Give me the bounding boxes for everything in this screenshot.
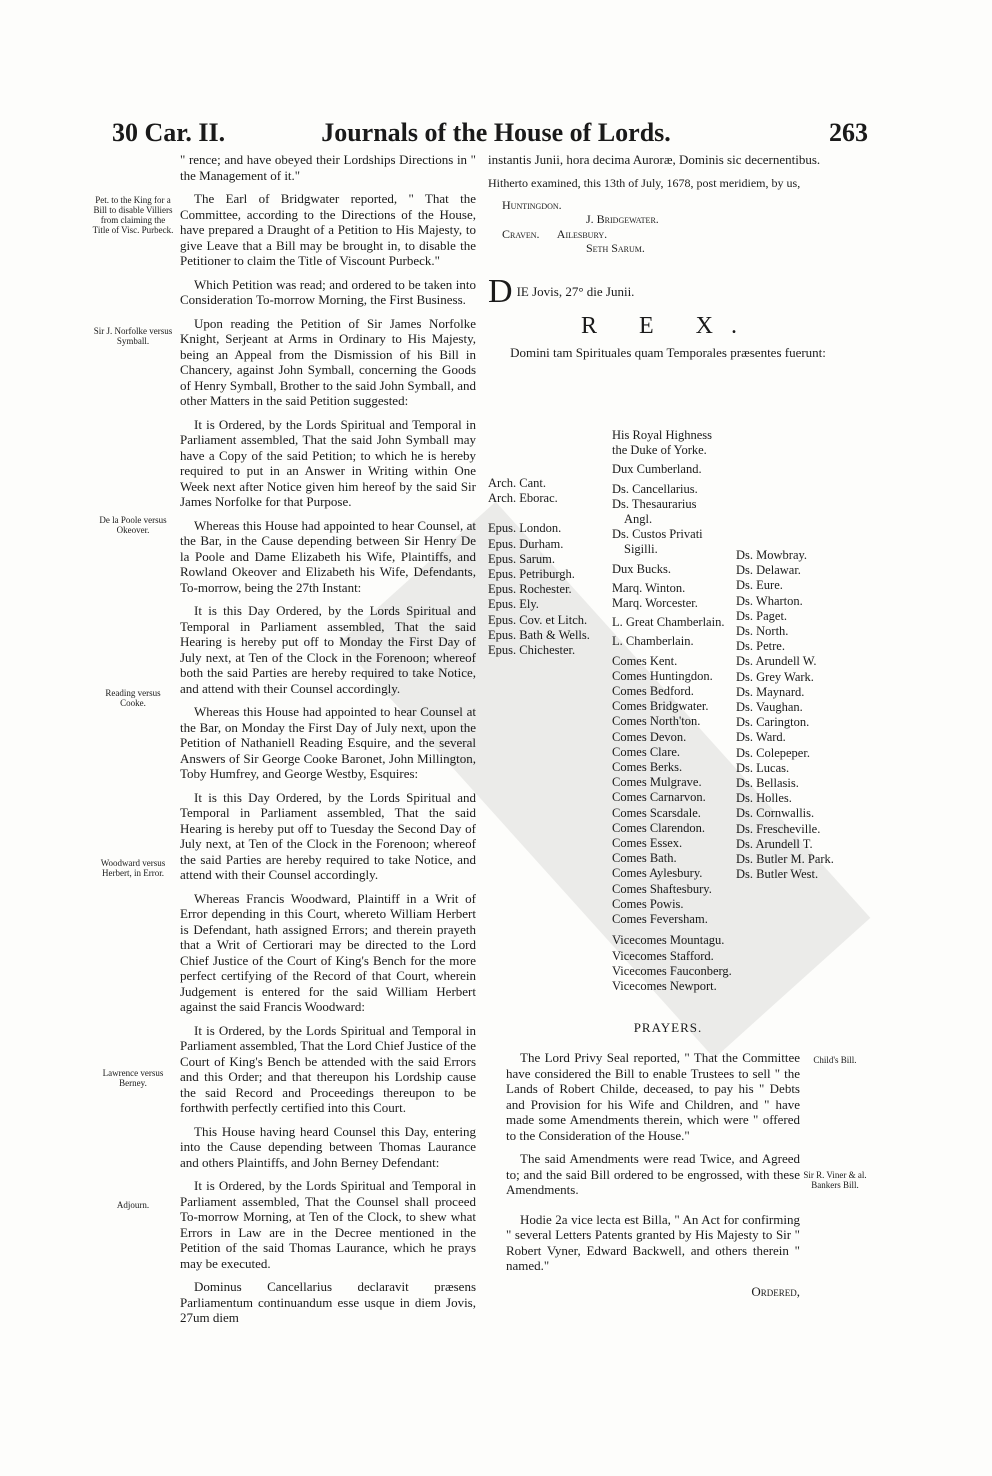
paragraph: Hodie 2a vice lecta est Billa, " An Act for confirming " several Letters Patents granted by His Majesty to Sir " Robert Vyner, Edward Backwell, and others therein " named." <box>506 1211 800 1273</box>
attendee: Epus. Bath & Wells. <box>488 627 590 642</box>
attendee: Ds. Butler West. <box>736 867 819 882</box>
examined-note: Hitherto examined, this 13th of July, 1678, post meridiem, by us, <box>488 175 801 190</box>
attendee: Ds. Vaughan. <box>736 700 803 715</box>
prayers-heading: PRAYERS. <box>633 1020 703 1035</box>
attendee: Ds. Petre. <box>736 639 785 654</box>
attendee: Ds. Ward. <box>736 730 786 745</box>
attendee: Ds. Mowbray. <box>736 548 808 562</box>
attendee: Ds. Wharton. <box>736 593 803 608</box>
catchword: Ordered, <box>751 1283 800 1299</box>
attendee: Comes Berks. <box>612 760 683 775</box>
attendee: Comes Powis. <box>612 896 684 911</box>
attendee: Angl. <box>624 512 653 527</box>
signature: Seth Sarum. <box>586 241 645 255</box>
right-column-bottom <box>506 1050 800 1299</box>
paragraph: It is Ordered, by the Lords Spiritual and Temporal in Parliament assembled, That the Lord Chief Justice of the Court of King's Bench be attended with the said Errors and this Order; and that thereupon his Lordship cause the said Record and Proceedings thereupon to be forthwith perfectly certified into this Court. <box>180 1022 476 1115</box>
attendee: Comes Feversham. <box>612 912 708 927</box>
attendee: Comes Devon. <box>612 729 687 744</box>
date-heading <box>488 277 848 307</box>
margin-note: Woodward versus Herbert, in Error. <box>100 858 166 878</box>
attendee: the Duke of Yorke. <box>612 443 707 458</box>
attendee: Dux Bucks. <box>612 561 672 576</box>
signature: Ailesbury. <box>556 226 608 241</box>
attendee: Ds. Butler M. Park. <box>736 852 834 867</box>
attendee: Ds. Delawar. <box>736 563 801 578</box>
paragraph: Upon reading the Petition of Sir James Norfolke Knight, Serjeant at Arms in Ordinary to His Majesty, being an Appeal from the Dismission of his Bill in Chancery, against John Symball, concerning the Goods of Henry Symball, Brother to the said John Symball, and other Matters in the said Petition suggested: <box>180 315 476 408</box>
attendee: Comes Kent. <box>612 653 678 668</box>
signature: Huntingdon. <box>502 197 562 212</box>
attendee: Arch. Eborac. <box>488 491 558 506</box>
attendee: Ds. Frescheville. <box>736 821 821 836</box>
attendee: Epus. Chichester. <box>488 643 576 658</box>
margin-note: Pet. to the King for a Bill to disable Villiers from claiming the Title of Visc. Purbeck. <box>92 195 174 235</box>
attendance-heading: Domini tam Spirituales quam Temporales præsentes fuerunt: <box>510 344 826 360</box>
paragraph: The Earl of Bridgwater reported, " That the Committee, according to the Directions of the House, have prepared a Draught of a Petition to His Majesty, to give Leave that a Bill may be brought in, to disable the Petitioner to claim the Title of Viscount Purbeck." <box>180 191 476 268</box>
paragraph: " rence; and have obeyed their Lordships Directions in " the Management of it." <box>180 152 476 183</box>
attendee: Ds. Arundell T. <box>736 836 813 851</box>
attendee: Ds. Thesaurarius <box>612 496 697 511</box>
attendee: Ds. Colepeper. <box>736 745 810 760</box>
attendee: Ds. Lucas. <box>736 760 790 775</box>
attendee: Comes Bedford. <box>612 684 694 699</box>
attendee: Ds. Paget. <box>736 608 788 623</box>
margin-note: Child's Bill. <box>813 1055 857 1065</box>
attendee: Marq. Winton. <box>612 580 686 595</box>
attendee: Epus. Cov. et Litch. <box>488 612 588 627</box>
paragraph: It is this Day Ordered, by the Lords Spiritual and Temporal in Parliament assembled, That the said Hearing is hereby put off to Monday the First Day of July next, at Ten of the Clock in the Forenoon; whereof both the said Parties are hereby required to take Notice, and attend with their Counsel accordingly. <box>180 603 476 696</box>
rex-heading: R E X. <box>581 313 755 339</box>
attendee: Epus. Rochester. <box>488 582 572 597</box>
attendee: Comes Clare. <box>612 744 681 759</box>
paragraph: The said Amendments were read Twice, and Agreed to; and the said Bill ordered to be engrossed, with these Amendments. <box>506 1151 800 1197</box>
margin-note: De la Poole versus Okeover. <box>99 515 167 535</box>
paragraph: Whereas Francis Woodward, Plaintiff in a Writ of Error depending in this Court, whereto William Herbert is Defendant, hath assigned Errors; and therein prayeth that a Writ of Certiorari may be directed to the Lord Chief Justice of the Court of King's Bench for the more perfect certifying of the Record of that Court, wherein Judgement is entered for the said William Herbert against the said Francis Woodward: <box>180 890 476 1014</box>
attendee: Vicecomes Stafford. <box>612 948 714 963</box>
signature: Craven. <box>502 226 540 241</box>
paragraph: instantis Junii, hora decima Auroræ, Dominis sic decernentibus. <box>488 152 821 167</box>
attendee: Ds. Holles. <box>736 791 792 806</box>
attendee: Comes Shaftesbury. <box>612 881 712 896</box>
attendee: Comes Bath. <box>612 851 677 866</box>
attendee: Comes Bridgwater. <box>612 699 709 714</box>
attendee: Ds. Cancellarius. <box>612 481 698 496</box>
attendee: Ds. Custos Privati <box>612 527 703 542</box>
attendee: Marq. Worcester. <box>612 596 698 611</box>
attendee: Epus. Petriburgh. <box>488 567 575 582</box>
date-text: IE Jovis, 27° die Junii. <box>516 284 635 299</box>
header-title: Journals of the House of Lords. <box>321 118 671 147</box>
attendee: Ds. Bellasis. <box>736 776 799 791</box>
attendee: Comes Mulgrave. <box>612 775 702 790</box>
page-number: 263 <box>829 118 868 147</box>
attendee: Comes Essex. <box>612 836 683 851</box>
margin-note: Adjourn. <box>116 1200 150 1210</box>
attendee: Ds. North. <box>736 624 789 639</box>
attendee: Epus. Sarum. <box>488 551 556 566</box>
attendee: Vicecomes Mountagu. <box>612 933 725 948</box>
attendee: Comes North'ton. <box>612 714 701 729</box>
attendee: Arch. Cant. <box>488 476 546 490</box>
attendee: Comes Scarsdale. <box>612 805 701 820</box>
attendee: Epus. Ely. <box>488 597 539 612</box>
attendee: Comes Carnarvon. <box>612 790 706 805</box>
attendee: Sigilli. <box>624 542 658 557</box>
attendee: Ds. Grey Wark. <box>736 669 814 684</box>
paragraph: This House having heard Counsel this Day, entering into the Cause depending between Thomas Laurance and others Plaintiffs, and John Berney Defendant: <box>180 1123 476 1170</box>
paragraph: Whereas this House had appointed to hear Counsel, at the Bar, in the Cause depending between Sir Henry De la Poole and Dame Elizabeth his Wife, Plaintiffs, and Rowland Okeover and Elizabeth his Wife, Defendants, To-morrow, being the 27th Instant: <box>180 517 476 595</box>
attendee: Ds. Maynard. <box>736 684 805 699</box>
margin-note: Lawrence versus Berney. <box>102 1068 164 1088</box>
margin-note: Sir R. Viner & al. Bankers Bill. <box>803 1170 867 1190</box>
attendee: His Royal Highness <box>612 428 712 442</box>
attendee: Vicecomes Newport. <box>612 978 717 993</box>
attendee: L. Great Chamberlain. <box>612 615 725 630</box>
header-left: 30 Car. II. <box>112 118 226 147</box>
margin-note: Reading versus Cooke. <box>105 688 161 708</box>
attendee: Ds. Cornwallis. <box>736 806 815 821</box>
attendee: Vicecomes Fauconberg. <box>612 963 732 978</box>
drop-cap: D <box>488 277 513 307</box>
attendee: Comes Clarendon. <box>612 820 706 835</box>
right-column-top <box>488 152 848 360</box>
paragraph: It is this Day Ordered, by the Lords Spiritual and Temporal in Parliament assembled, That the said Hearing is hereby put off to Tuesday the Second Day of July next, at Ten of the Clock in the Forenoon; whereof the said Parties are hereby required to take Notice, and attend with their Counsel accordingly. <box>180 789 476 882</box>
attendee: Ds. Arundell W. <box>736 654 817 669</box>
paragraph: Dominus Cancellarius declaravit præsens Parliamentum continuandum esse usque in diem Jovis, 27um diem <box>180 1279 476 1325</box>
paragraph: It is Ordered, by the Lords Spiritual and Temporal in Parliament assembled, That the Counsel shall proceed To-morrow Morning, at Ten of the Clock, to shew what Errors in Law are in the Decree mentioned in the Petition of the said Thomas Laurance, which he prays may be executed. <box>180 1178 476 1271</box>
paragraph: Whereas this House had appointed to hear Counsel at the Bar, on Monday the First Day of July next, upon the Petition of Nathaniell Reading Esquire, and the several Answers of Sir George Cooke Baronet, John Millington, Toby Humfrey, and George Westby, Esquires: <box>180 704 476 781</box>
paragraph: Which Petition was read; and ordered to be taken into Consideration To-morrow Morning, the First Business. <box>180 276 476 307</box>
signature: J. Bridgewater. <box>586 211 659 226</box>
attendee: Ds. Carington. <box>736 715 810 730</box>
attendee: Comes Aylesbury. <box>612 866 703 881</box>
attendee: Epus. London. <box>488 521 562 536</box>
paragraph: It is Ordered, by the Lords Spiritual and Temporal in Parliament assembled, That the said John Symball may have a Copy of the said Petition; to which he is hereby required to put in an Answer in Writing within One Week next after Notice given him hereof by the said Sir James Norfolke for that Purpose. <box>180 416 476 509</box>
margin-note: Sir J. Norfolke versus Symball. <box>93 326 173 346</box>
attendee: Comes Huntingdon. <box>612 668 713 683</box>
attendee: Dux Cumberland. <box>612 462 702 477</box>
attendee: Ds. Eure. <box>736 578 783 593</box>
attendee: Epus. Durham. <box>488 536 564 551</box>
paragraph: The Lord Privy Seal reported, " That the Committee have considered the Bill to enable Trustees to sell " the Lands of Robert Childe, deceased, to pay his " Debts and Provision for his Wife and Children, and " have made some Amendments therein, which were " offered to the Consideration of the House." <box>506 1050 800 1143</box>
attendee: L. Chamberlain. <box>612 634 694 649</box>
